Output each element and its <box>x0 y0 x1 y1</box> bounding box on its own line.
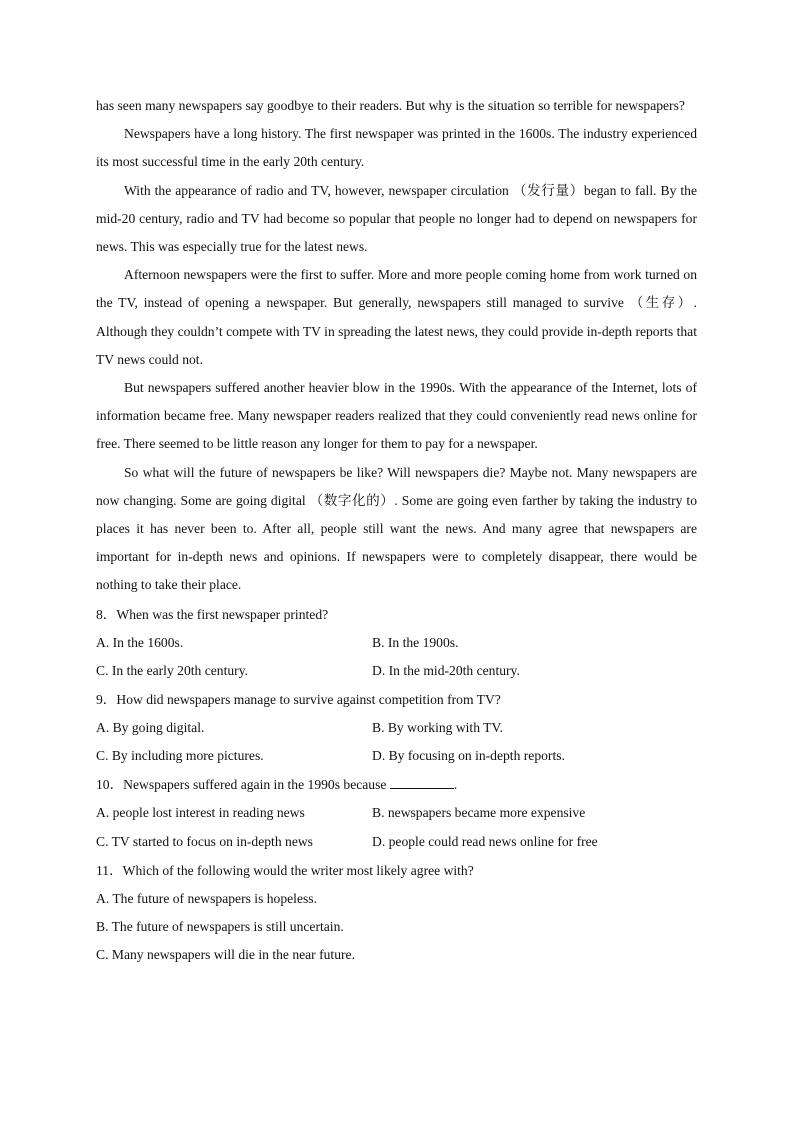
option-8c[interactable]: C. In the early 20th century. <box>96 662 249 678</box>
option-10b[interactable]: B. newspapers became more expensive <box>372 805 586 821</box>
question-10-stem <box>96 770 697 799</box>
passage-paragraph-5: But newspapers suffered another heavier blow in the 1990s. With the appearance of the Internet, lots of information became free. Many newspaper readers realized that they could conveniently read news online for free. There seemed to be little reason any longer for them to pay for a newspaper. <box>96 380 697 452</box>
option-9a[interactable]: A. By going digital. <box>96 720 205 736</box>
question-10-stem-text: 10．Newspapers suffered again in the 1990s because <box>96 777 390 793</box>
option-11b[interactable]: B. The future of newspapers is still uncertain. <box>96 918 344 934</box>
passage-paragraph-3: With the appearance of radio and TV, however, newspaper circulation （发行量）began to fall. By the mid-20 century, radio and TV had become so popular that people no longer had to depend on newspapers for news. This was especially true for the latest news. <box>96 182 697 255</box>
question-11-options <box>96 885 697 970</box>
passage-paragraph-1: has seen many newspapers say goodbye to their readers. But why is the situation so terrible for newspapers? <box>96 98 685 113</box>
option-11a[interactable]: A. The future of newspapers is hopeless. <box>96 890 317 906</box>
option-8b[interactable]: B. In the 1900s. <box>372 634 459 650</box>
question-8-options <box>96 629 697 685</box>
option-11c[interactable]: C. Many newspapers will die in the near future. <box>96 947 355 963</box>
question-8-stem: 8．When was the first newspaper printed? <box>96 606 329 622</box>
option-9b[interactable]: B. By working with TV. <box>372 720 503 736</box>
option-9c[interactable]: C. By including more pictures. <box>96 748 264 764</box>
passage-paragraph-4: Afternoon newspapers were the first to suffer. More and more people coming home from work turned on the TV, instead of opening a newspaper. But generally, newspapers still managed to survive （生存）. Although they couldn’t compete with TV in spreading the latest news, they could provide in-depth reports that TV news could not. <box>96 267 697 367</box>
question-10-stem-end: . <box>453 777 458 793</box>
question-10-options <box>96 799 697 855</box>
option-10c[interactable]: C. TV started to focus on in-depth news <box>96 833 313 849</box>
question-9-stem: 9．How did newspapers manage to survive against competition from TV? <box>96 692 501 708</box>
option-8d[interactable]: D. In the mid-20th century. <box>372 662 520 678</box>
document-page <box>96 92 697 969</box>
option-9d[interactable]: D. By focusing on in-depth reports. <box>372 748 565 764</box>
question-11-stem: 11．Which of the following would the writer most likely agree with? <box>96 862 474 878</box>
question-9-options <box>96 714 697 770</box>
passage-paragraph-2: Newspapers have a long history. The first newspaper was printed in the 1600s. The industry experienced its most successful time in the early 20th century. <box>96 126 697 170</box>
option-10a[interactable]: A. people lost interest in reading news <box>96 805 305 821</box>
passage-paragraph-6: So what will the future of newspapers be like? Will newspapers die? Maybe not. Many newspapers are now changing. Some are going digital （数字化的）. Some are going even farther by taking the industry to places it has never been to. After all, people still want the news. And many agree that newspapers are important for in-depth news and opinions. If newspapers were to completely disappear, there would be nothing to take their place. <box>96 464 697 593</box>
answer-blank[interactable] <box>390 776 454 789</box>
option-8a[interactable]: A. In the 1600s. <box>96 634 184 650</box>
option-10d[interactable]: D. people could read news online for free <box>372 833 598 849</box>
